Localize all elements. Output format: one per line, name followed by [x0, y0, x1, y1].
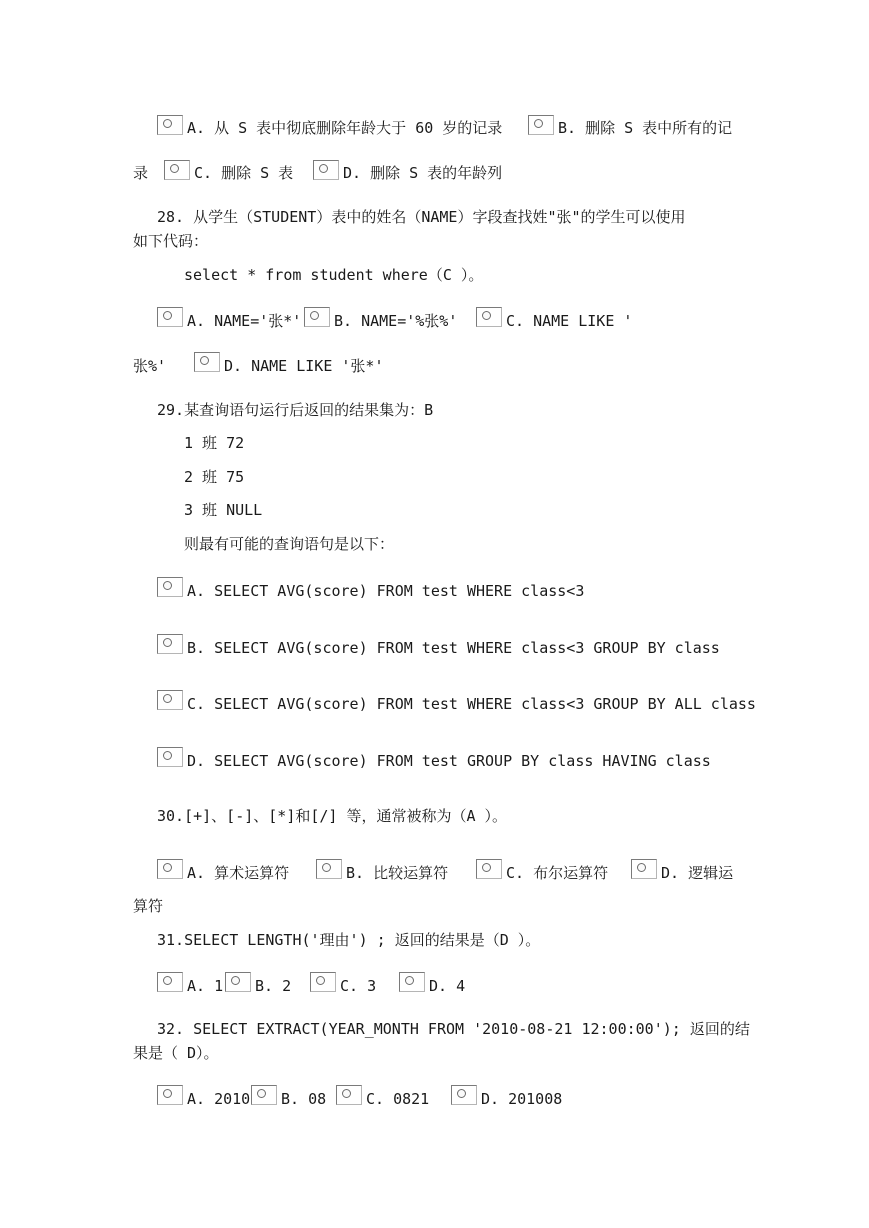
q31-option-d-label: D. 4 — [429, 977, 466, 995]
q29-option-d-radio[interactable] — [157, 747, 183, 767]
q28-stem-line2: 如下代码： — [133, 232, 209, 250]
q32-option-d-label: D. 201008 — [481, 1090, 563, 1108]
q30-option-a-radio[interactable] — [157, 859, 183, 879]
radio-circle-icon — [163, 863, 172, 872]
radio-circle-icon — [342, 1089, 351, 1098]
q29-result-row: 1 班 72 — [184, 434, 245, 452]
radio-circle-icon — [200, 356, 209, 365]
q28-option-c-radio[interactable] — [476, 307, 502, 327]
q31-option-b-radio[interactable] — [225, 972, 251, 992]
q32-option-c-radio[interactable] — [336, 1085, 362, 1105]
q32-option-b-label: B. 08 — [281, 1090, 327, 1108]
q31-stem: 31.SELECT LENGTH('理由') ; 返回的结果是（D ）。 — [157, 931, 541, 949]
q30-option-d-radio[interactable] — [631, 859, 657, 879]
q28-option-a-label: A. NAME='张*' — [187, 312, 302, 330]
q30-option-d-label: D. 逻辑运 — [661, 864, 734, 882]
q31-option-d-radio[interactable] — [399, 972, 425, 992]
radio-circle-icon — [319, 164, 328, 173]
q29-option-b-radio[interactable] — [157, 634, 183, 654]
q28-option-d-radio[interactable] — [194, 352, 220, 372]
q29-option-c-radio[interactable] — [157, 690, 183, 710]
q30-option-b-label: B. 比较运算符 — [346, 864, 449, 882]
q30-option-c-radio[interactable] — [476, 859, 502, 879]
q27-option-d-radio[interactable] — [313, 160, 339, 180]
q28-option-b-label: B. NAME='%张%' — [334, 312, 458, 330]
q29-stem: 29.某查询语句运行后返回的结果集为：B — [157, 401, 434, 419]
q32-option-a-label: A. 2010 — [187, 1090, 251, 1108]
q29-option-b-label: B. SELECT AVG(score) FROM test WHERE class<3 GROUP BY class — [187, 639, 720, 657]
q27-option-b-radio[interactable] — [528, 115, 554, 135]
radio-circle-icon — [163, 581, 172, 590]
q27-option-d-label: D. 删除 S 表的年龄列 — [343, 164, 503, 182]
radio-circle-icon — [231, 976, 240, 985]
q32-option-d-radio[interactable] — [451, 1085, 477, 1105]
q31-option-c-radio[interactable] — [310, 972, 336, 992]
q28-option-c-label: C. NAME LIKE ' — [506, 312, 633, 330]
radio-circle-icon — [163, 1089, 172, 1098]
radio-circle-icon — [316, 976, 325, 985]
q30-option-a-label: A. 算术运算符 — [187, 864, 290, 882]
radio-circle-icon — [637, 863, 646, 872]
q28-option-d-label: D. NAME LIKE '张*' — [224, 357, 384, 375]
q27-option-c-radio[interactable] — [164, 160, 190, 180]
radio-circle-icon — [163, 976, 172, 985]
q27-option-a-radio[interactable] — [157, 115, 183, 135]
q30-option-c-label: C. 布尔运算符 — [506, 864, 609, 882]
q31-option-a-label: A. 1 — [187, 977, 224, 995]
q27-option-b-label: B. 删除 S 表中所有的记 — [558, 119, 733, 137]
q29-option-c-label: C. SELECT AVG(score) FROM test WHERE class<3 GROUP BY ALL class — [187, 695, 756, 713]
q32-option-b-radio[interactable] — [251, 1085, 277, 1105]
q30-option-b-radio[interactable] — [316, 859, 342, 879]
q28-option-a-radio[interactable] — [157, 307, 183, 327]
radio-circle-icon — [163, 311, 172, 320]
q28-code: select * from student where（C ）。 — [184, 266, 484, 284]
q28-option-c-label-cont: 张%' — [133, 357, 167, 375]
radio-circle-icon — [163, 694, 172, 703]
radio-circle-icon — [163, 751, 172, 760]
q30-stem: 30.[+]、[-]、[*]和[/] 等，通常被称为（A ）。 — [157, 807, 508, 825]
q31-option-a-radio[interactable] — [157, 972, 183, 992]
radio-circle-icon — [534, 119, 543, 128]
q29-result-row: 2 班 75 — [184, 468, 245, 486]
radio-circle-icon — [457, 1089, 466, 1098]
q29-prompt: 则最有可能的查询语句是以下： — [184, 535, 395, 553]
radio-circle-icon — [310, 311, 319, 320]
radio-circle-icon — [163, 119, 172, 128]
radio-circle-icon — [170, 164, 179, 173]
radio-circle-icon — [482, 311, 491, 320]
q31-option-b-label: B. 2 — [255, 977, 292, 995]
q28-stem-line1: 28. 从学生（STUDENT）表中的姓名（NAME）字段查找姓"张"的学生可以使用 — [157, 208, 686, 226]
q29-result-row: 3 班 NULL — [184, 501, 263, 519]
radio-circle-icon — [163, 638, 172, 647]
q32-stem-line2: 果是（ D）。 — [133, 1044, 219, 1062]
q32-option-a-radio[interactable] — [157, 1085, 183, 1105]
q28-option-b-radio[interactable] — [304, 307, 330, 327]
q32-option-c-label: C. 0821 — [366, 1090, 430, 1108]
radio-circle-icon — [257, 1089, 266, 1098]
radio-circle-icon — [482, 863, 491, 872]
q27-option-c-label: C. 删除 S 表 — [194, 164, 294, 182]
q29-option-a-label: A. SELECT AVG(score) FROM test WHERE class<3 — [187, 582, 585, 600]
radio-circle-icon — [322, 863, 331, 872]
q30-option-d-label-cont: 算符 — [133, 897, 164, 915]
q27-option-a-label: A. 从 S 表中彻底删除年龄大于 60 岁的记录 — [187, 119, 503, 137]
q29-option-a-radio[interactable] — [157, 577, 183, 597]
q27-option-b-label-cont: 录 — [133, 164, 149, 182]
radio-circle-icon — [405, 976, 414, 985]
q31-option-c-label: C. 3 — [340, 977, 377, 995]
q32-stem-line1: 32. SELECT EXTRACT(YEAR_MONTH FROM '2010-08-21 12:00:00'); 返回的结 — [157, 1020, 750, 1038]
q29-option-d-label: D. SELECT AVG(score) FROM test GROUP BY class HAVING class — [187, 752, 711, 770]
